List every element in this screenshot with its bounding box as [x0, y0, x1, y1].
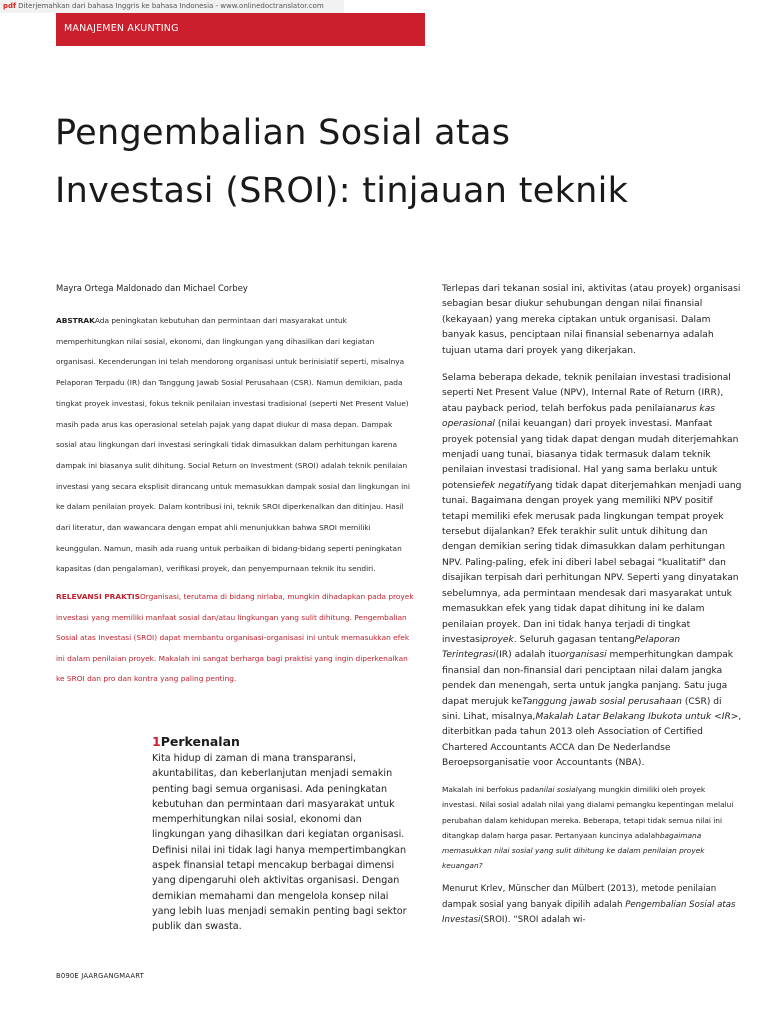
body-paragraph-4: [442, 882, 742, 929]
text-run: Makalah ini berfokus pada: [442, 785, 540, 794]
section-heading: [152, 733, 414, 751]
abstract-label: ABSTRAK: [56, 316, 95, 325]
text-run: . Seluruh gagasan tentang: [513, 634, 635, 645]
abstract-paragraph: [56, 311, 411, 580]
emphasis: Pengembalian Sosial atas Investasi: [442, 899, 736, 926]
emphasis: Pelaporan Terintegrasi: [442, 634, 681, 661]
text-run: Menurut Krlev, Münscher dan Mülbert (2013), metode penilaian dampak sosial yang banyak dipilih adalah: [442, 884, 717, 910]
pdf-logo-icon: pdf: [3, 2, 17, 10]
author-names: Mayra Ortega Maldonado dan Michael Corbey: [56, 283, 248, 293]
relevance-label: RELEVANSI PRAKTIS: [56, 592, 140, 601]
emphasis: Tanggung jawab sosial perusahaan: [522, 696, 682, 707]
body-paragraph-2: [442, 371, 742, 772]
emphasis: bagaimana memasukkan nilai sosial yang sulit dihitung ke dalam penilaian proyek keuangan?: [442, 830, 705, 871]
body-paragraph-1: Terlepas dari tekanan sosial ini, aktivitas (atau proyek) organisasi sebagian besar diukur sehubungan dengan nilai finansial (kekayaan) yang mereka ciptakan untuk organisasi. Dalam banyak kasus, penciptaan nilai finansial sebenarnya adalah tujuan utama dari proyek yang dikerjakan.: [442, 284, 741, 356]
emphasis: organisasi: [560, 650, 607, 661]
text-run: Selama beberapa dekade, teknik penilaian investasi tradisional seperti Net Present Value (NPV), Internal Rate of Return (IRR), atau payback period, telah berfokus pada penilaian: [442, 373, 731, 414]
page-footer: B090E JAARGANGMAART: [56, 972, 144, 980]
article-title: [55, 104, 755, 220]
emphasis: efek negatif: [475, 480, 531, 491]
translator-notice[interactable]: Diterjemahkan dari bahasa Inggris ke bahasa Indonesia - www.onlinedoctranslator.com: [18, 2, 324, 10]
text-run: yang mungkin dimiliki oleh proyek investasi. Nilai sosial adalah nilai yang dialami pemangku kepentingan melalui perubahan dalam kehidupan mereka. Beberapa, tetapi tidak semua nilai ini ditangkap dalam harga pasar. Pertanyaan kuncinya adalah: [442, 785, 734, 840]
body-paragraph-3: [442, 782, 742, 874]
relevance-text: Organisasi, terutama di bidang nirlaba, mungkin dihadapkan pada proyek investasi yang memiliki manfaat sosial dan/atau lingkungan yang sulit dihitung. Pengembalian Sosial atas Investasi (SROI) dapat membantu organisasi-organisasi ini untuk memasukkan efek ini dalam penilaian proyek. Makalah ini sangat berharga bagi praktisi yang ingin diperkenalkan ke SROI dan pro dan kontra yang paling penting.: [56, 592, 414, 683]
abstract-text: Ada peningkatan kebutuhan dan permintaan dari masyarakat untuk memperhitungkan nilai sosial, ekonomi, dan lingkungan yang dihasilkan dari kegiatan organisasi. Kecenderungan ini telah mendorong organisasi untuk berinisiatif seperti, misalnya Pelaporan Terpadu (IR) dan Tanggung Jawab Sosial Perusahaan (CSR). Namun demikian, pada tingkat proyek investasi, fokus teknik penilaian investasi tradisional (seperti Net Present Value) masih pada arus kas operasional setelah pajak yang dapat diukur di masa depan. Dampak sosial atau lingkungan dari investasi seringkali tidak dimasukkan dalam perhitungan karena dampak ini biasanya sulit dihitung. Social Return on Investment (SROI) adalah teknik penilaian investasi yang secara eksplisit dirancang untuk memasukkan dampak sosial dan lingkungan ini ke dalam penilaian proyek. Dalam kontribusi ini, teknik SROI diperkenalkan dan ditinjau. Hasil dari literatur, dan wawancara dengan empat ahli menunjukkan bahwa SROI memiliki keunggulan. Namun, masih ada ruang untuk perbaikan di bidang-bidang seperti peningkatan kapasitas (dan pengalaman), verifikasi proyek, dan penyempurnaan teknik itu sendiri.: [56, 316, 410, 574]
text-run: (IR) adalah itu: [495, 650, 561, 661]
text-run: (SROI). “SROI adalah wi-: [480, 915, 586, 926]
section-label: MANAJEMEN AKUNTING: [64, 23, 179, 34]
text-run: (CSR) di sini. Lihat, misalnya,: [442, 696, 722, 722]
title-line-1: Pengembalian Sosial atas: [55, 113, 511, 153]
emphasis: proyek: [482, 634, 514, 645]
emphasis: arus kas operasional: [442, 403, 715, 430]
section-banner: [56, 13, 425, 46]
text-run: , diterbitkan pada tahun 2013 oleh Association of Certified Chartered Accountants ACCA dan De Nederlandse Beroepsorganisatie voor Accountants (NBA).: [442, 711, 742, 769]
title-line-2: Investasi (SROI): tinjauan teknik: [55, 171, 629, 211]
section-heading-text: Perkenalan: [160, 734, 240, 749]
emphasis: nilai sosial: [539, 785, 578, 794]
intro-paragraph: Kita hidup di zaman di mana transparansi, akuntabilitas, dan keberlanjutan menjadi semakin penting bagi semua organisasi. Ada peningkatan kebutuhan dan permintaan dari masyarakat untuk memperhitungkan nilai sosial, ekonomi dan lingkungan yang dihasilkan dari kegiatan organisasi. Definisi nilai ini tidak lagi hanya mempertimbangkan aspek finansial tetapi mencakup berbagai dimensi yang dipengaruhi oleh aktivitas organisasi. Dengan demikian memahami dan mengelola konsep nilai yang lebih luas menjadi semakin penting bagi sektor publik dan swasta.: [152, 753, 407, 933]
text-run: memperhitungkan dampak finansial dan non-finansial dari penciptaan nilai dalam jangka pendek dan menengah, serta untuk jangka panjang. Satu juga dapat merujuk ke: [442, 650, 734, 707]
text-run: yang tidak dapat diterjemahkan menjadi uang tunai. Bagaimana dengan proyek yang memiliki NPV positif tetapi memiliki efek merusak pada lingkungan tempat proyek tersebut dijalankan? Efek terakhir sulit untuk dihitung dan dengan demikian sering tidak dimasukkan dalam perhitungan NPV. Paling-paling, efek ini diberi label sebagai "kualitatif" dan disajikan terpisah dari perhitungan NPV. Seperti yang dinyatakan sebelumnya, ada permintaan mendesak dari masyarakat untuk memasukkan efek yang tidak dapat dihitung ini ke dalam penilaian proyek. Dan ini tidak hanya terjadi di tingkat investasi: [442, 480, 742, 645]
emphasis: Makalah Latar Belakang Ibukota untuk <IR>: [535, 711, 739, 722]
introduction-section: [152, 733, 414, 935]
practical-relevance-paragraph: [56, 587, 416, 690]
translator-bar: [0, 0, 344, 13]
text-run: (nilai keuangan) dari proyek investasi. Manfaat proyek potensial yang tidak dapat dengan mudah diterjemahkan menjadi uang tunai, biasanya tidak termasuk dalam teknik penilaian investasi tradisional. Hal yang sama berlaku untuk potensi: [442, 419, 739, 491]
section-number: 1: [152, 734, 161, 749]
